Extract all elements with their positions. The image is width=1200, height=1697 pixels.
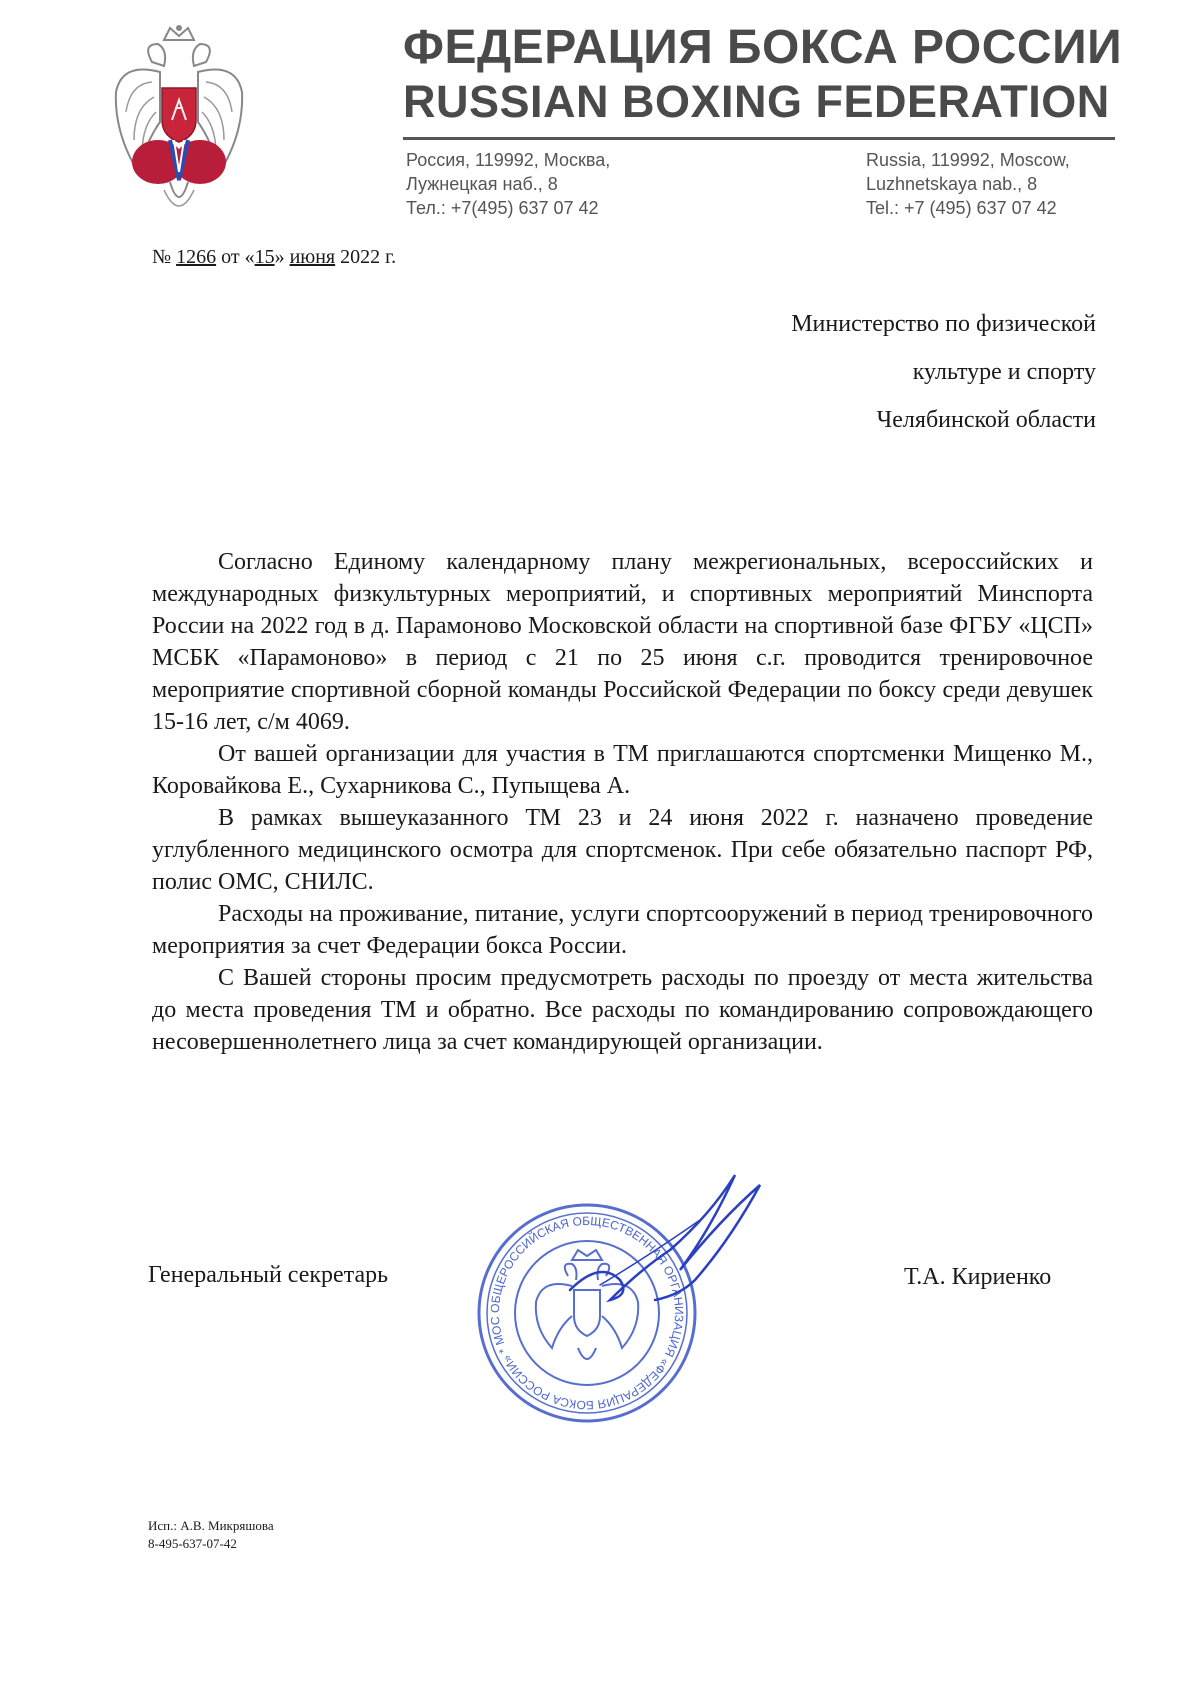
body-paragraph: С Вашей стороны просим предусмотреть расходы по проезду от места жительства до места проведения ТМ и обратно. Все расходы по командированию сопровождающего несовершеннолетнего лица за счет командирующей организации. [152, 965, 1093, 1055]
registration-line [152, 246, 396, 269]
address-ru-line: Тел.: +7(495) 637 07 42 [406, 198, 599, 218]
reg-day-suffix: » [274, 246, 290, 268]
address-ru-line: Россия, 119992, Москва, [406, 150, 611, 170]
executor-phone: 8-495-637-07-42 [148, 1536, 237, 1551]
address-ru [406, 148, 610, 220]
body-paragraph: В рамках вышеуказанного ТМ 23 и 24 июня 2022 г. назначено проведение углубленного медицинского осмотра для спортсменок. При себе обязательно паспорт РФ, полис ОМС, СНИЛС. [152, 805, 1093, 895]
executor-name: Исп.: А.В. Микряшова [148, 1518, 274, 1533]
recipient-line: Челябинской области [876, 407, 1096, 433]
seal-text: ОБЩЕРОССИЙСКАЯ ОБЩЕСТВЕННАЯ ОРГАНИЗАЦИЯ «ФЕДЕРАЦИЯ БОКСА РОССИИ» * МОС [487, 1213, 687, 1413]
executor-block [148, 1517, 274, 1553]
org-name-en: RUSSIAN BOXING FEDERATION [403, 76, 1110, 127]
address-ru-line: Лужнецкая наб., 8 [406, 174, 558, 194]
letter-body [152, 546, 1093, 1058]
federation-emblem-icon [112, 22, 247, 222]
reg-year: 2022 г. [335, 246, 397, 268]
recipient-line: культуре и спорту [912, 359, 1096, 385]
reg-day: 15 [254, 246, 275, 268]
signatory-title: Генеральный секретарь [148, 1262, 389, 1288]
address-en-line: Luzhnetskaya nab., 8 [866, 174, 1038, 194]
reg-month: июня [289, 246, 336, 268]
recipient-line: Министерство по физической [791, 311, 1096, 337]
recipient-block [791, 300, 1096, 444]
address-en-line: Russia, 119992, Moscow, [866, 150, 1070, 170]
address-en-line: Tel.: +7 (495) 637 07 42 [866, 198, 1057, 218]
address-en [866, 148, 1070, 220]
body-paragraph: Согласно Единому календарному плану межрегиональных, всероссийских и международных физкультурных мероприятий, и спортивных мероприятий Минспорта России на 2022 год в д. Парамоново Московской области на спортивной базе ФГБУ «ЦСП» МСБК «Парамоново» в период с 21 по 25 июня с.г. проводится тренировочное мероприятие спортивной сборной команды Российской Федерации по боксу среди девушек 15-16 лет, с/м 4069. [152, 549, 1093, 735]
reg-no-prefix: № [152, 246, 177, 268]
handwritten-signature-icon [560, 1160, 780, 1350]
letterhead-divider [403, 137, 1115, 140]
body-paragraph: От вашей организации для участия в ТМ приглашаются спортсменки Мищенко М., Коровайкова Е., Сухарникова С., Пупыщева А. [152, 741, 1093, 799]
signatory-name: Т.А. Кириенко [904, 1264, 1052, 1290]
reg-from-prefix: от « [216, 246, 255, 268]
body-paragraph: Расходы на проживание, питание, услуги спортсооружений в период тренировочного мероприятия за счет Федерации бокса России. [152, 901, 1093, 959]
reg-number: 1266 [176, 246, 217, 268]
org-name-ru: ФЕДЕРАЦИЯ БОКСА РОССИИ [403, 21, 1123, 74]
